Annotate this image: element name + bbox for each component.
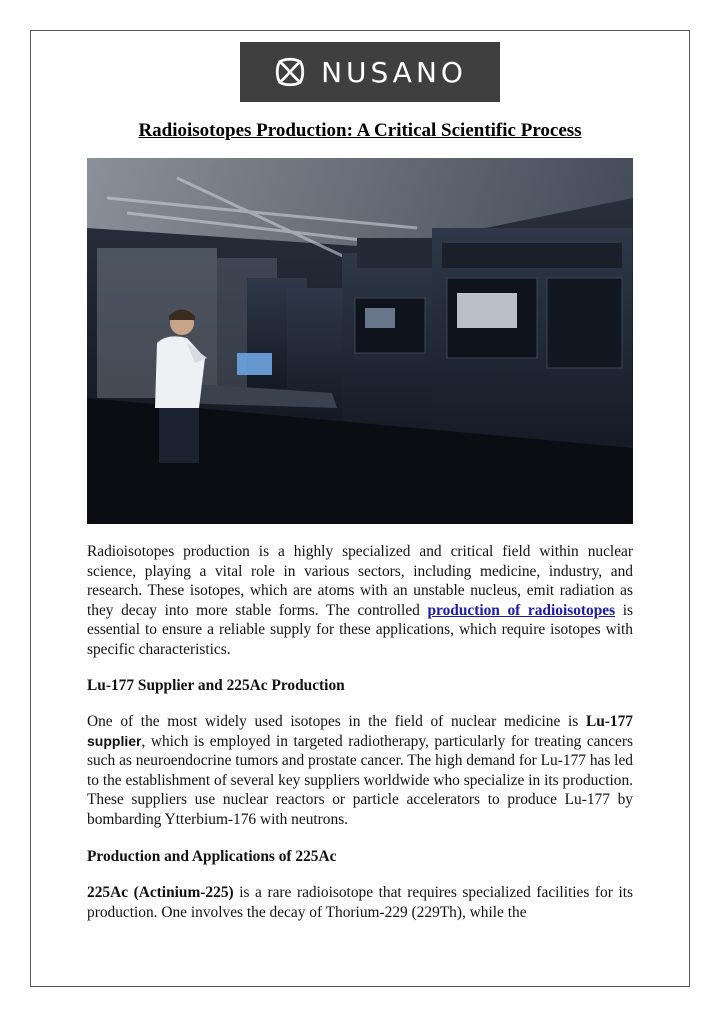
lu177-text-1: One of the most widely used isotopes in the field of nuclear medicine is bbox=[87, 713, 586, 730]
ac225-text-1: is a rare radioisotope that requires specialized facilities for its production. One involves the decay of Thorium-229 (229Th), while the bbox=[87, 884, 633, 921]
production-of-radioisotopes-link[interactable]: production of radioisotopes bbox=[427, 601, 616, 619]
intro-text-2: is essential to ensure a reliable supply for these applications, which require isotopes with specific characteristics. bbox=[87, 601, 633, 658]
page-title: Radioisotopes Production: A Critical Scientific Process bbox=[138, 120, 582, 141]
ac225-bold: 225Ac (Actinium-225) bbox=[87, 884, 234, 901]
nusano-logo bbox=[240, 42, 500, 102]
section-heading-lu177: Lu-177 Supplier and 225Ac Production bbox=[87, 677, 345, 694]
lu177-bold: Lu-177 bbox=[585, 713, 633, 730]
lu177-text-2: , which is employed in targeted radiotherapy, particularly for treating cancers such as neuroendocrine tumors and prostate cancer. The high demand for Lu-177 has led to the establishment of several key suppliers worldwide who specialize in its production. These suppliers use nuclear reactors or particle accelerators to produce Lu-177 by bombarding Ytterbium-176 with neutrons. bbox=[87, 732, 633, 828]
ac225-paragraph bbox=[87, 883, 633, 922]
lab-scene-image bbox=[87, 158, 633, 524]
intro-paragraph bbox=[87, 542, 633, 660]
intro-text-1: Radioisotopes production is a highly specialized and critical field within nuclear science, playing a vital role in various sectors, including medicine, industry, and research. These isotopes, which are atoms with an unstable nucleus, emit radiation as they decay into more stable forms. The controlled bbox=[87, 543, 633, 619]
logo-text: NUSANO bbox=[321, 55, 467, 89]
lu177-paragraph bbox=[87, 712, 633, 830]
section-heading-225ac: Production and Applications of 225Ac bbox=[87, 848, 337, 865]
nusano-knot-icon bbox=[273, 55, 307, 89]
lab-photo bbox=[87, 158, 633, 524]
supplier-bold: supplier bbox=[87, 732, 142, 749]
